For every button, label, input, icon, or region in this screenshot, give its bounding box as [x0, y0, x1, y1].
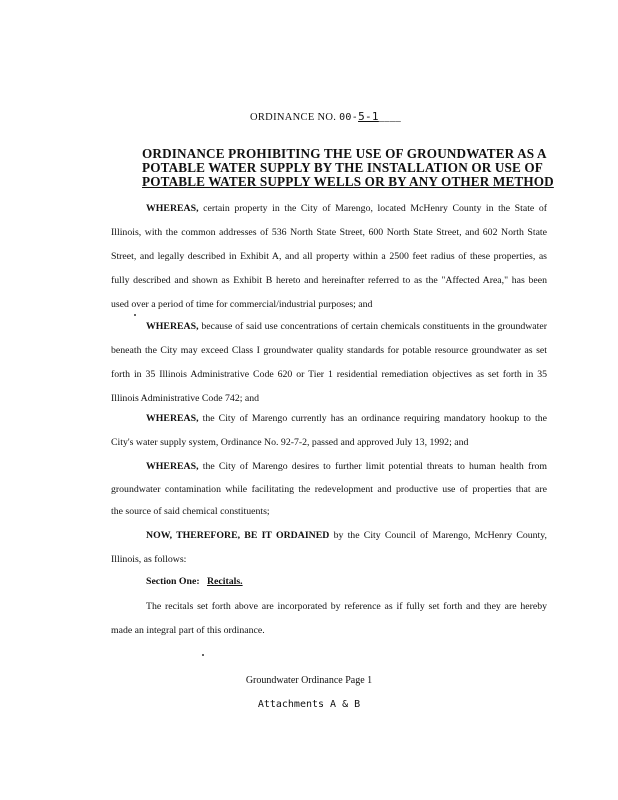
- paragraph-3-line-2: City's water supply system, Ordinance No. 92-7-2, passed and approved July 13, 1992; and: [111, 437, 469, 448]
- stray-mark: [202, 654, 204, 656]
- whereas-lead: WHEREAS,: [146, 413, 199, 424]
- paragraph-1-line-3: Street, and legally described in Exhibit A, and all property within a 2500 feet radius of these properties, as: [111, 251, 547, 262]
- p2-text-1: because of said use concentrations of certain chemicals constituents in the groundwater: [201, 321, 547, 332]
- title-line-3: POTABLE WATER SUPPLY WELLS OR BY ANY OTHER METHOD: [142, 174, 554, 189]
- p5-text-1: by the City Council of Marengo, McHenry County,: [333, 530, 547, 541]
- paragraph-6-line-1: The recitals set forth above are incorporated by reference as if fully set forth and they are hereby: [146, 601, 547, 612]
- ordinance-number: [250, 110, 401, 123]
- ordinance-number-prefix: 00-: [339, 112, 359, 123]
- section-label: Section One:: [146, 576, 200, 587]
- paragraph-1-line-5: used over a period of time for commercial/industrial purposes; and: [111, 299, 373, 310]
- paragraph-2-line-1: [146, 321, 547, 332]
- p1-text-1: certain property in the City of Marengo, located McHenry County in the State of: [203, 203, 548, 214]
- paragraph-4-line-3: the source of said chemical constituents;: [111, 506, 270, 517]
- paragraph-6-line-2: made an integral part of this ordinance.: [111, 625, 265, 636]
- paragraph-2-line-2: beneath the City may exceed Class I groundwater quality standards for potable resource groundwater as set: [111, 345, 547, 356]
- paragraph-1-line-2: Illinois, with the common addresses of 536 North State Street, 600 North State Street, and 602 North State: [111, 227, 547, 238]
- whereas-lead: WHEREAS,: [146, 203, 199, 214]
- title-line-1: ORDINANCE PROHIBITING THE USE OF GROUNDWATER AS A: [142, 146, 547, 161]
- paragraph-3-line-1: [146, 413, 547, 424]
- paragraph-2-line-4: Illinois Administrative Code 742; and: [111, 393, 260, 404]
- p4-text-1: the City of Marengo desires to further limit potential threats to human health from: [202, 461, 548, 472]
- paragraph-4-line-2: groundwater contamination while facilitating the redevelopment and productive use of properties that are: [111, 484, 547, 495]
- whereas-lead: WHEREAS,: [146, 321, 199, 332]
- paragraph-4-line-1: [146, 461, 547, 472]
- paragraph-5-line-1: [146, 530, 547, 541]
- paragraph-5-line-2: Illinois, as follows:: [111, 554, 187, 565]
- whereas-lead: WHEREAS,: [146, 461, 199, 472]
- page-footer: Groundwater Ordinance Page 1: [245, 675, 373, 686]
- section-title: Recitals.: [206, 576, 243, 587]
- paragraph-1-line-4: fully described and shown as Exhibit B hereto and hereinafter referred to as the "Affected Area," has been: [111, 275, 547, 286]
- attachments-note: Attachments A & B: [257, 699, 361, 710]
- title-line-2: POTABLE WATER SUPPLY BY THE INSTALLATION OR USE OF: [142, 160, 544, 175]
- ordinance-label: ORDINANCE NO.: [250, 112, 337, 123]
- paragraph-1-line-1: [146, 203, 547, 214]
- now-therefore-lead: NOW, THEREFORE, BE IT ORDAINED: [146, 530, 330, 541]
- ordinance-number-underline: ____: [378, 112, 402, 123]
- paragraph-2-line-3: forth in 35 Illinois Administrative Code 620 or Tier 1 residential remediation objectives as set forth in 35: [111, 369, 547, 380]
- ordinance-number-suffix: 5-1: [358, 110, 379, 123]
- p3-text-1: the City of Marengo currently has an ordinance requiring mandatory hookup to the: [202, 413, 547, 424]
- section-one-heading: [146, 576, 582, 587]
- stray-mark: [134, 314, 136, 316]
